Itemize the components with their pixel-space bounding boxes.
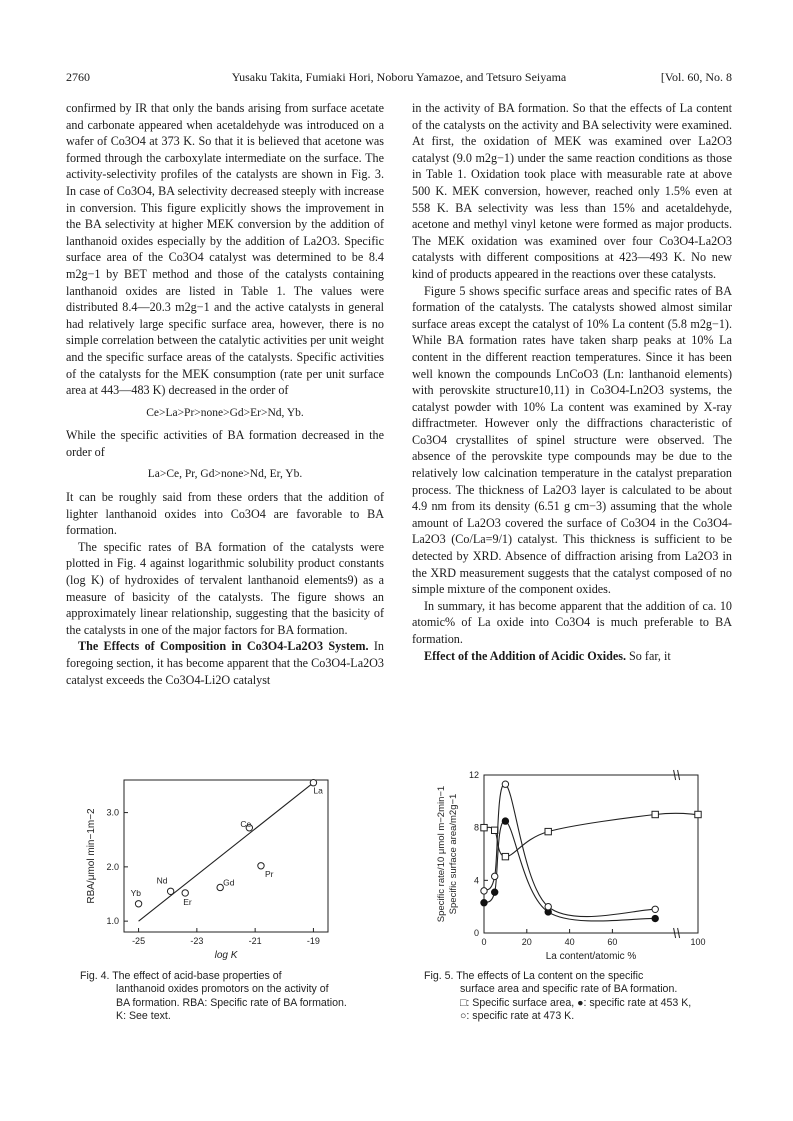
fig4-y-tick-label: 3.0 bbox=[106, 807, 119, 818]
fig4-point-label: Er bbox=[183, 896, 192, 907]
section-heading: The Effects of Composition in Co3O4-La2O3 System. bbox=[78, 639, 369, 654]
paragraph: Figure 5 shows specific surface areas and specific rates of BA formation of the catalysts. The catalysts showed almost similar surface areas except the catalyst of 10% La content (5.8 m2g−1). While BA formation rates have taken sharp peaks at 10% La content in the different reaction temperatures. Since it has been well known the compounds LnCoO3 (Ln: lanthanoid elements) with perovskite structure10,11) in Co3O4-Ln2O3 systems, the catalyst powder with 10% La content was examined by X-ray diffractmeter. However only the diffractions characteristic of Co3O4 crystallites of spinel structure were observed. The absence of the perovskite type compounds may be due to the relatively low calcination temperature in the catalyst preparation process. The thickness of La2O3 layer is calculated to be about 4.9 nm from its density (6.51 g cm−3) assuming that the whole amount of La2O3 covered the surface of Co3O4 in the Co3O4-La2O3 (Co/La=9/1) catalyst. This thickness is sufficient to be detected by XRD. Absence of diffraction arising from La2O3 in the XRD measurement suggests that the catalyst composed of no simple mixture of the component oxides. bbox=[412, 283, 732, 597]
fig5-rate-473k-point bbox=[502, 781, 508, 787]
fig5-surface-area-point bbox=[652, 811, 658, 817]
paragraph-text: In foregoing section, it has become apparent that the Co3O4-La2O3 catalyst exceeds the Co3O4-Li2O catalyst bbox=[66, 639, 384, 687]
fig5-x-tick-label: 40 bbox=[564, 937, 575, 947]
fig5-y-axis-label-2: Specific surface area/m2g−1 bbox=[448, 793, 459, 915]
paragraph: confirmed by IR that only the bands arising from surface acetate and carbonate appeared when acetaldehyde was introduced on a wafer of Co3O4 at 373 K. So that it is believed that acetone was formed through the carboxylate intermediate on the surface. The activity-selectivity profiles of the catalysts are shown in Fig. 3. In case of Co3O4, BA selectivity decreased steeply with increase in conversion. This figure explicitly shows the improvement in the BA selectivity at higher MEK conversion by the addition of lanthanoid oxides especially by the addition of La2O3. Specific surface area of the Co3O4 catalyst was determined to be 8.4 m2g−1 by BET method and those of the catalysts containing lanthanoid oxides are listed in Table 1. The values were distributed 8.4—20.3 m2g−1 and the active catalysts in general had relatively large specific surface area, however, there is no simple correlation between the catalytic activities per unit weight and the specific surface areas of the catalysts. Specific activities of the catalysts for the MEK consumption (rate per unit surface area at 443—483 K) decreased in the order of bbox=[66, 101, 384, 398]
fig5-y-tick-label: 0 bbox=[473, 928, 479, 938]
running-header bbox=[66, 70, 732, 88]
caption-line: Fig. 5. The effects of La content on the specific bbox=[424, 970, 644, 982]
header-volume: [Vol. 60, No. 8 bbox=[660, 70, 732, 84]
fig5-y-tick-label: 12 bbox=[468, 770, 479, 780]
page-number: 2760 bbox=[66, 70, 90, 84]
fig5-y-axis-label: Specific rate/10 μmol m−2min−1 bbox=[436, 785, 447, 923]
fig5-surface-area-point bbox=[492, 827, 498, 833]
fig4-data-point bbox=[258, 863, 264, 869]
fig4-y-tick-label: 2.0 bbox=[106, 861, 119, 872]
caption-line: surface area and specific rate of BA formation. bbox=[460, 983, 678, 996]
fig5-surface-area-point bbox=[545, 828, 551, 834]
fig5-surface-area-point bbox=[695, 811, 701, 817]
paragraph: In summary, it has become apparent that the addition of ca. 10 atomic% of La oxide into Co3O4 is much preferable to BA formation. bbox=[412, 598, 732, 646]
paragraph-text: So far, it bbox=[629, 648, 671, 663]
fig4-data-point bbox=[135, 901, 141, 907]
fig4-x-tick-label: -25 bbox=[132, 936, 146, 946]
caption-line: K: See text. bbox=[116, 1010, 171, 1023]
paragraph bbox=[412, 648, 732, 665]
fig5-rate-473k-point bbox=[545, 903, 551, 909]
fig4-x-tick-label: -21 bbox=[248, 936, 262, 946]
figure-5-chart bbox=[428, 765, 728, 965]
caption-line: lanthanoid oxides promotors on the activity of bbox=[116, 983, 329, 996]
fig4-point-label: Yb bbox=[130, 887, 141, 898]
caption-line: □: Specific surface area, ●: specific rate at 453 K, bbox=[460, 996, 692, 1009]
header-authors: Yusaku Takita, Fumiaki Hori, Noboru Yamazoe, and Tetsuro Seiyama bbox=[231, 70, 567, 84]
figure-4-chart bbox=[66, 770, 356, 960]
fig4-data-point bbox=[167, 888, 173, 894]
fig4-x-axis-label: log K bbox=[214, 950, 238, 960]
fig5-rate-453k-point bbox=[652, 915, 658, 921]
right-column bbox=[412, 100, 732, 664]
section-heading: Effect of the Addition of Acidic Oxides. bbox=[424, 648, 626, 663]
fig5-x-tick-label: 60 bbox=[607, 937, 618, 947]
paragraph: It can be roughly said from these orders that the addition of lighter lanthanoid oxides into Co3O4 are favorable to BA formation. bbox=[66, 490, 384, 538]
fig5-rate-453k-point bbox=[492, 889, 498, 895]
fig5-rate-473k-point bbox=[481, 888, 487, 894]
paragraph: in the activity of BA formation. So that the effects of La content of the catalysts on the activity and BA selectivity were examined. At first, the oxidation of MEK was examined over La2O3 catalyst (9.0 m2g−1) under the same reaction conditions as those in Table 1. Oxidation took place with measurable rate at above 500 K. MEK conversion, however, reached only 1.5% even at 558 K. BA selectivity was less than 15% and acetaldehyde, acetone and methyl vinyl ketone were formed as major products. The MEK oxidation was examined over four Co3O4-La2O3 catalysts with different compositions at 423—493 K. No new kind of products appeared in the reactions over these catalysts. bbox=[412, 101, 732, 281]
fig5-rate-473k-point bbox=[652, 906, 658, 912]
fig4-y-tick-label: 1.0 bbox=[106, 916, 119, 927]
left-column bbox=[66, 100, 384, 688]
fig5-x-tick-label: 100 bbox=[690, 937, 706, 947]
fig5-rate-453k-point bbox=[481, 900, 487, 906]
fig4-point-label: La bbox=[313, 785, 323, 796]
fig5-rate-453k-point bbox=[502, 818, 508, 824]
fig5-x-tick-label: 0 bbox=[481, 937, 487, 947]
fig5-x-axis-label: La content/atomic % bbox=[545, 951, 637, 962]
fig4-y-axis-label: RBA/μmol min−1m−2 bbox=[86, 808, 97, 904]
fig5-surface-area-point bbox=[481, 824, 487, 830]
fig5-x-tick-label: 20 bbox=[521, 937, 532, 947]
fig4-point-label: Nd bbox=[156, 875, 168, 886]
fig4-data-point bbox=[182, 890, 188, 896]
activity-order-ba: La>Ce, Pr, Gd>none>Nd, Er, Yb. bbox=[147, 468, 303, 481]
caption-line: ○: specific rate at 473 K. bbox=[460, 1010, 575, 1023]
fig5-y-tick-label: 8 bbox=[473, 822, 479, 833]
fig4-point-label: Pr bbox=[264, 868, 274, 879]
fig4-x-tick-label: -19 bbox=[306, 936, 320, 946]
paragraph: While the specific activities of BA formation decreased in the order of bbox=[66, 428, 384, 459]
caption-line: Fig. 4. The effect of acid-base properties of bbox=[80, 970, 282, 982]
figure-4-caption bbox=[80, 970, 370, 1024]
activity-order-mek: Ce>La>Pr>none>Gd>Er>Nd, Yb. bbox=[146, 406, 304, 419]
paragraph: The specific rates of BA formation of the catalysts were plotted in Fig. 4 against logarithmic solubility product constants (log K) of hydroxides of tervalent lanthanoid elements9) as a measure of basicity of the catalysts. The figure shows an approximately linear relationship, suggesting that the basicity of the catalysts in one of the major factors for BA formation. bbox=[66, 539, 384, 637]
fig5-surface-area-point bbox=[502, 853, 508, 859]
fig5-rate-473k-point bbox=[492, 873, 498, 879]
fig4-point-label: Ce bbox=[240, 818, 252, 829]
paragraph bbox=[66, 638, 384, 688]
fig4-x-tick-label: -23 bbox=[190, 936, 204, 946]
caption-line: BA formation. RBA: Specific rate of BA formation. bbox=[116, 996, 347, 1009]
fig4-point-label: Gd bbox=[223, 877, 235, 888]
figure-5-caption bbox=[424, 970, 724, 1024]
fig5-y-tick-label: 4 bbox=[473, 875, 479, 886]
